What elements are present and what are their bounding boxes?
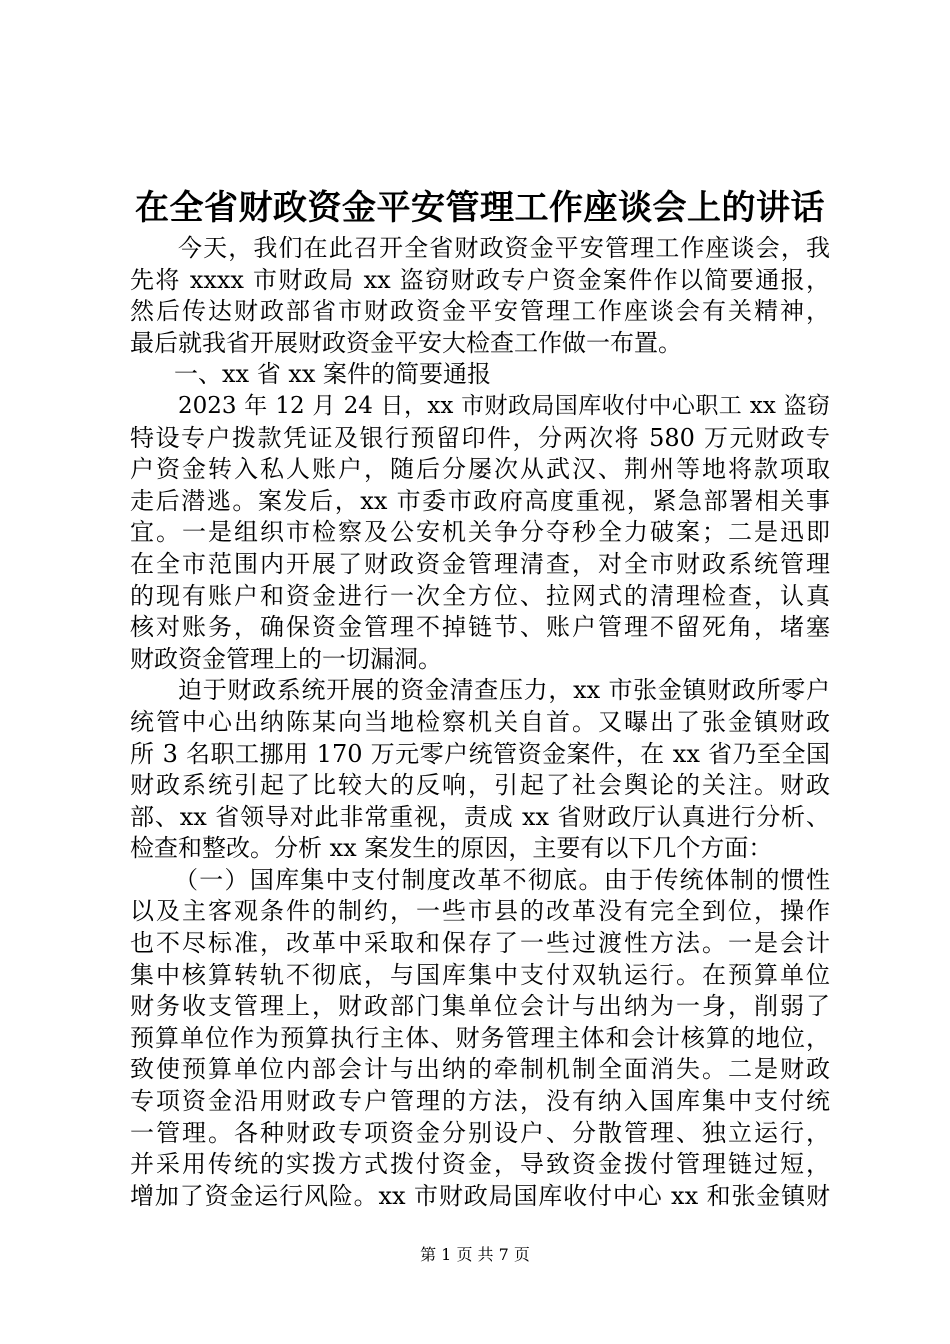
paragraph-line: 预算单位作为预算执行主体、财务管理主体和会计核算的地位，	[130, 1023, 830, 1052]
document-title: 在全省财政资金平安管理工作座谈会上的讲话	[135, 188, 825, 228]
paragraph-line: 最后就我省开展财政资金平安大检查工作做一布置。	[130, 328, 682, 357]
paragraph-line: 财务收支管理上，财政部门集单位会计与出纳为一身，削弱了	[130, 992, 830, 1021]
paragraph-line: 今天，我们在此召开全省财政资金平安管理工作座谈会，我	[178, 234, 830, 262]
paragraph-line: 部、xx 省领导对此非常重视，责成 xx 省财政厅认真进行分析、	[130, 802, 830, 831]
section-heading: 一、xx 省 xx 案件的简要通报	[174, 360, 492, 389]
paragraph-line: 所 3 名职工挪用 170 万元零户统管资金案件，在 xx 省乃至全国	[130, 739, 830, 768]
document-body	[130, 233, 830, 1212]
paragraph-line: （一）国库集中支付制度改革不彻底。由于传统体制的惯性	[174, 865, 830, 894]
page-number-footer: 第 1 页 共 7 页	[420, 1245, 530, 1264]
paragraph-line: 走后潜逃。案发后，xx 市委市政府高度重视，紧急部署相关事	[130, 486, 830, 515]
paragraph-line: 的现有账户和资金进行一次全方位、拉网式的清理检查，认真	[130, 581, 830, 610]
paragraph-line: 2023 年 12 月 24 日，xx 市财政局国库收付中心职工 xx 盗窃	[178, 392, 830, 419]
paragraph-line: 增加了资金运行风险。xx 市财政局国库收付中心 xx 和张金镇财	[130, 1181, 830, 1210]
paragraph-line: 宜。一是组织市检察及公安机关争分夺秒全力破案；二是迅即	[130, 518, 830, 547]
paragraph-line: 集中核算转轨不彻底，与国库集中支付双轨运行。在预算单位	[130, 960, 830, 989]
paragraph-line: 财政系统引起了比较大的反响，引起了社会舆论的关注。财政	[130, 771, 830, 800]
paragraph-line: 在全市范围内开展了财政资金管理清查，对全市财政系统管理	[130, 549, 830, 578]
paragraph-line: 统管中心出纳陈某向当地检察机关自首。又曝出了张金镇财政	[130, 707, 830, 736]
paragraph-line: 先将 xxxx 市财政局 xx 盗窃财政专户资金案件作以简要通报，	[130, 265, 830, 294]
paragraph-line: 以及主客观条件的制约，一些市县的改革没有完全到位，操作	[130, 897, 830, 926]
paragraph-line: 并采用传统的实拨方式拨付资金，导致资金拨付管理链过短，	[130, 1150, 830, 1179]
paragraph-line: 户资金转入私人账户，随后分屡次从武汉、荆州等地将款项取	[130, 455, 830, 484]
paragraph-line: 也不尽标准，改革中采取和保存了一些过渡性方法。一是会计	[130, 929, 830, 958]
paragraph-line: 特设专户拨款凭证及银行预留印件，分两次将 580 万元财政专	[130, 423, 830, 452]
paragraph-line: 专项资金沿用财政专户管理的方法，没有纳入国库集中支付统	[130, 1087, 830, 1116]
paragraph-line: 财政资金管理上的一切漏洞。	[130, 644, 442, 673]
paragraph-line: 核对账务，确保资金管理不掉链节、账户管理不留死角，堵塞	[130, 613, 830, 642]
paragraph-line: 一管理。各种财政专项资金分别设户、分散管理、独立运行，	[130, 1118, 830, 1147]
paragraph-line: 致使预算单位内部会计与出纳的牵制机制全面消失。二是财政	[130, 1055, 830, 1084]
paragraph-line: 然后传达财政部省市财政资金平安管理工作座谈会有关精神，	[130, 297, 830, 326]
paragraph-line: 迫于财政系统开展的资金清查压力，xx 市张金镇财政所零户	[178, 676, 830, 705]
paragraph-line: 检查和整改。分析 xx 案发生的原因，主要有以下几个方面：	[130, 834, 773, 863]
